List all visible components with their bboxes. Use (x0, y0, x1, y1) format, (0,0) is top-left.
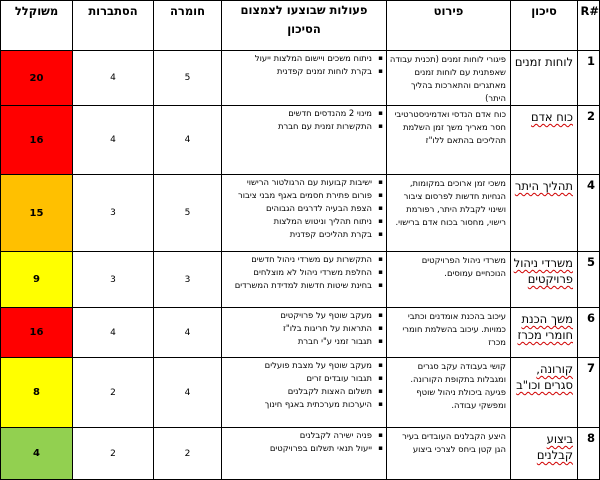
risk-name-cell (511, 308, 578, 358)
action-item: ▪ בקרת לוחות זמנים קפדנית (224, 65, 372, 78)
header-detail: פירוט (387, 1, 511, 51)
weighted-score: 16 (1, 308, 73, 358)
actions-list (222, 358, 386, 411)
actions-cell (222, 358, 387, 428)
action-item: ▪ מעקב שוטף על פרויקטים (224, 309, 372, 322)
weighted-score: 16 (1, 106, 73, 175)
header-row (1, 1, 600, 51)
severity-value: 5 (154, 175, 222, 252)
row-number: 7 (578, 358, 600, 428)
actions-cell (222, 252, 387, 308)
action-item: ▪ ניתוח משכים ויישום המלצות ייעול (224, 52, 372, 65)
actions-list (222, 51, 386, 78)
severity-value: 3 (154, 252, 222, 308)
risk-name: כוח אדם (531, 110, 573, 124)
row-number: 4 (578, 175, 600, 252)
severity-value: 4 (154, 106, 222, 175)
action-item: ▪ התקשרות זמנית עם חברת (224, 120, 372, 133)
probability-value: 4 (73, 106, 154, 175)
risk-detail: פיגורי לוחות זמנים (תכנית עבודה שאפתנית עם לוחות זמנים מאתגרים והתארכות בהליך היתר) (387, 51, 511, 106)
table-row (1, 252, 600, 308)
probability-value: 4 (73, 51, 154, 106)
action-item: ▪ התקשרות עם משרדי ניהול חדשים (224, 253, 372, 266)
action-item: ▪ ניתוח תהליך וניטוש המלצות (224, 215, 372, 228)
table-row (1, 106, 600, 175)
action-item: ▪ ייעול תנאי תשלום בפרויקטים (224, 442, 372, 455)
actions-list (222, 106, 386, 133)
header-num: #R (578, 1, 600, 51)
probability-value: 2 (73, 358, 154, 428)
probability-value: 3 (73, 252, 154, 308)
severity-value: 4 (154, 358, 222, 428)
risk-detail: כוח אדם הנדסי ואדמיניסטרטיבי חסר מאריך משך זמן השלמת תהליכים בהתאם ללו"ז (387, 106, 511, 175)
actions-list (222, 428, 386, 455)
action-item: ▪ היערכות מערכתית באגף חינוך (224, 398, 372, 411)
header-weight: משוקלל (1, 1, 73, 51)
risk-name-cell (511, 51, 578, 106)
actions-cell (222, 51, 387, 106)
risk-name: תהליך היתר (514, 179, 573, 193)
actions-cell (222, 308, 387, 358)
risk-name: לוחות זמנים (514, 55, 573, 69)
probability-value: 3 (73, 175, 154, 252)
severity-value: 2 (154, 428, 222, 480)
probability-value: 2 (73, 428, 154, 480)
risk-name: ביצוע קבלנים (536, 432, 573, 462)
actions-list (222, 308, 386, 348)
risk-name: משך הכנת חומרי מכרז (517, 312, 573, 342)
action-item: ▪ ישיבות קבועות עם הרגולטור הרישוי (224, 176, 372, 189)
header-severity: חומרה (154, 1, 222, 51)
actions-list (222, 252, 386, 292)
risk-name: קורונה, סגרים וכו"ב (516, 362, 573, 392)
table-row (1, 358, 600, 428)
row-number: 2 (578, 106, 600, 175)
action-item: ▪ בחינת שיטות חדשות למדידת המשרדים (224, 279, 372, 292)
weighted-score: 8 (1, 358, 73, 428)
risk-detail: היצע הקבלנים העובדים בעיר הגן קטן ביחס לצרכי ביצוע (387, 428, 511, 480)
table-row (1, 428, 600, 480)
action-item: ▪ מינוי 2 מהנדסים חדשים (224, 107, 372, 120)
probability-value: 4 (73, 308, 154, 358)
risk-name-cell (511, 358, 578, 428)
weighted-score: 4 (1, 428, 73, 480)
actions-cell (222, 175, 387, 252)
action-item: ▪ תשלום האצות לקבלנים (224, 385, 372, 398)
table-row (1, 175, 600, 252)
table-row (1, 51, 600, 106)
action-item: ▪ התראות על חריגות בלו"ז (224, 322, 372, 335)
action-item: ▪ החלפת משרדי ניהול לא מוצלחים (224, 266, 372, 279)
action-item: ▪ מעקב שוטף על מצבת פועלים (224, 359, 372, 372)
actions-cell (222, 106, 387, 175)
table-body (1, 51, 600, 480)
weighted-score: 15 (1, 175, 73, 252)
actions-cell (222, 428, 387, 480)
action-item: ▪ פורום פתירת חסמים באגף מבני ציבור (224, 189, 372, 202)
risk-name: משרדי ניהול פרויקטים (513, 256, 573, 286)
actions-list (222, 175, 386, 241)
risk-detail: קושי בעבודה עקב סגרים ומגבלות בתקופת הקורונה. פגיעה ביכולת ניהול שוטף ומפשקי עבודה. (387, 358, 511, 428)
risk-detail: עיכוב בהכנת אומדנים וכתבי כמויות. עיכוב בהשלמת חומרי מכרז (387, 308, 511, 358)
header-actions: פעולות שבוצעו לצמצום הסיכון (222, 1, 387, 51)
risk-detail: משרדי ניהול הפרויקטים הנוכחיים עמוסים. (387, 252, 511, 308)
risk-name-cell (511, 252, 578, 308)
risk-name-cell (511, 175, 578, 252)
risk-name-cell (511, 428, 578, 480)
row-number: 1 (578, 51, 600, 106)
action-item: ▪ תגבור זמני ע"י חברת (224, 335, 372, 348)
weighted-score: 20 (1, 51, 73, 106)
severity-value: 5 (154, 51, 222, 106)
row-number: 8 (578, 428, 600, 480)
action-item: ▪ פניה ישירה לקבלנים (224, 429, 372, 442)
header-probability: הסתברות (73, 1, 154, 51)
action-item: ▪ הצפת הבעיה לדרגים הגבוהים (224, 202, 372, 215)
row-number: 5 (578, 252, 600, 308)
action-item: ▪ בקרת תהליכים קפדנית (224, 228, 372, 241)
header-risk: סיכון (511, 1, 578, 51)
severity-value: 4 (154, 308, 222, 358)
table-row (1, 308, 600, 358)
row-number: 6 (578, 308, 600, 358)
action-item: ▪ תגבור עובדים זרים (224, 372, 372, 385)
risk-name-cell (511, 106, 578, 175)
weighted-score: 9 (1, 252, 73, 308)
risk-detail: משכי זמן ארוכים במקומות, הנחיות חדשות לפרסום ציבור ושינוי לקבלת היתר, רפורמת רישוי, מחסור בכוח אדם ברישוי. (387, 175, 511, 252)
